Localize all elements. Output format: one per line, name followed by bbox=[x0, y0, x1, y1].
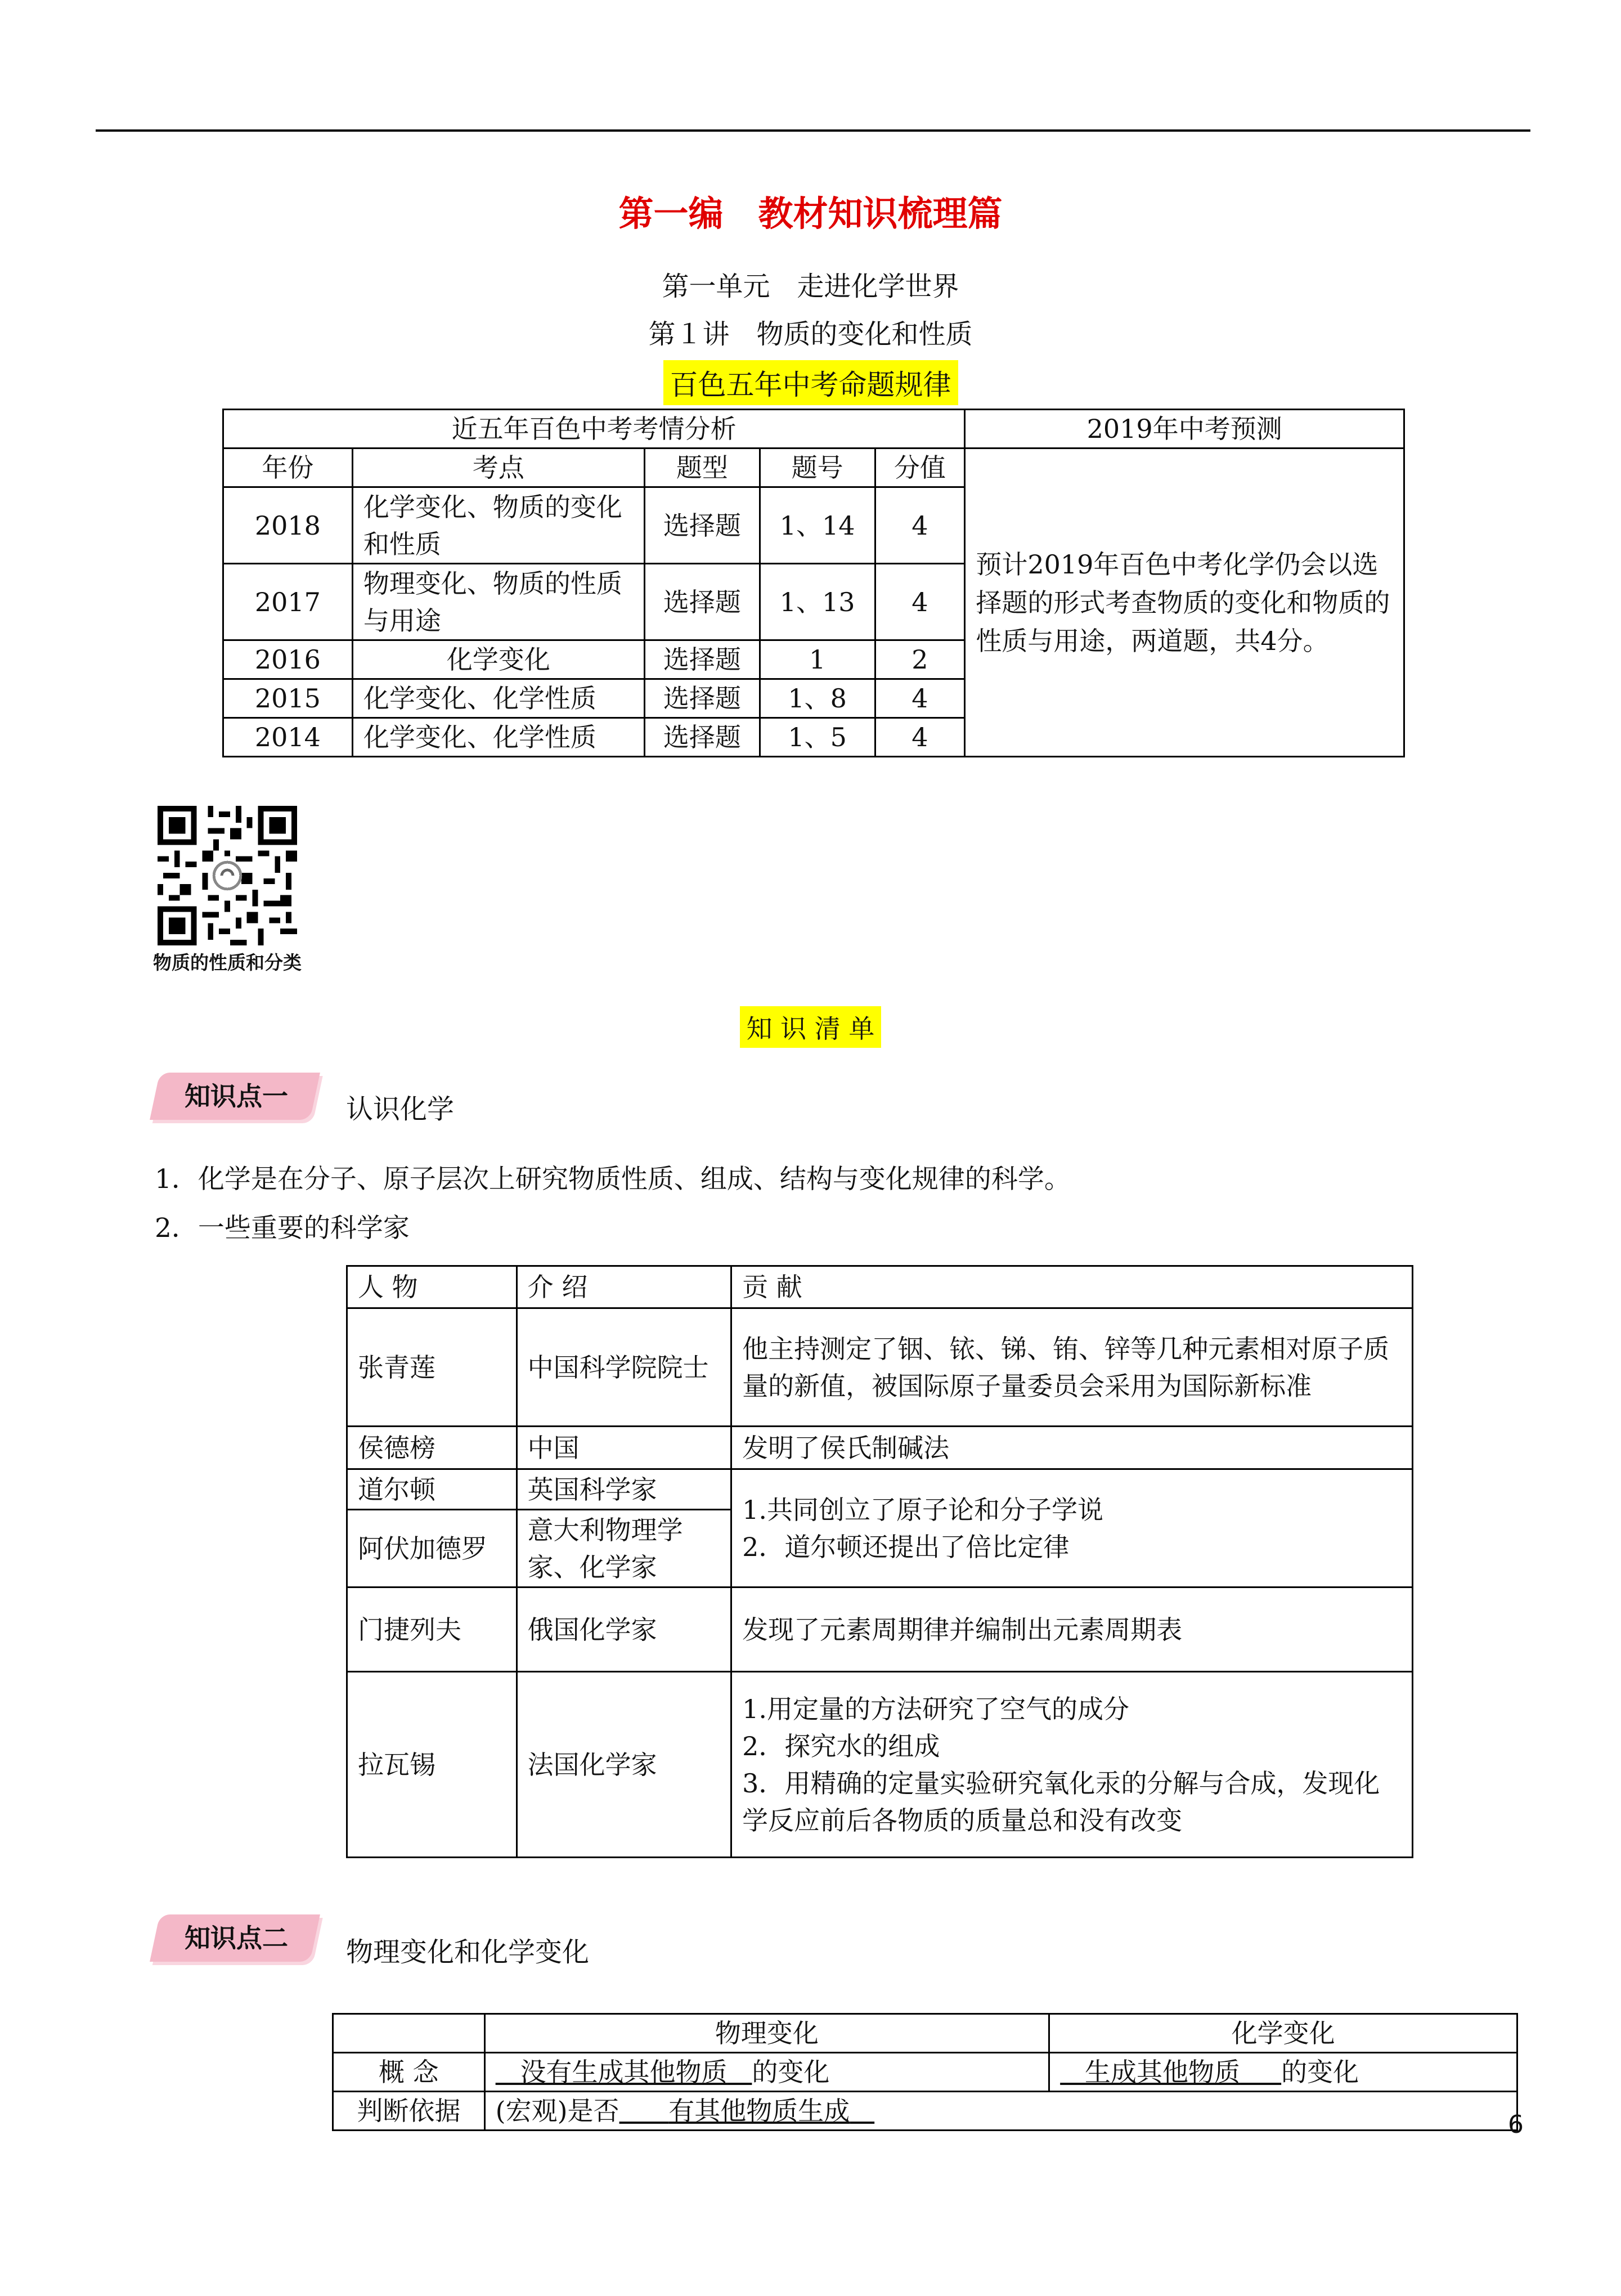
top-rule bbox=[96, 129, 1530, 132]
scientists-table bbox=[346, 1265, 1413, 1858]
contrib-line: 3．用精确的定量实验研究氧化汞的分解与合成，发现化学反应前后各物质的质量总和没有改变 bbox=[742, 1768, 1380, 1836]
cell-type: 选择题 bbox=[644, 718, 760, 757]
point1-title: 认识化学 bbox=[346, 1093, 455, 1125]
change-table bbox=[332, 2013, 1518, 2131]
exam-analysis-table bbox=[222, 409, 1405, 757]
basis-fill: 有其他物质生成 bbox=[668, 2096, 850, 2126]
cell-score: 4 bbox=[875, 487, 965, 564]
point1-item1: 1．化学是在分子、原子层次上研究物质性质、组成、结构与变化规律的科学。 bbox=[155, 1164, 1071, 1195]
cell-number: 1、5 bbox=[760, 718, 875, 757]
table-row bbox=[347, 1427, 1413, 1469]
cell-intro: 英国科学家 bbox=[517, 1469, 731, 1510]
col-topic: 考点 bbox=[352, 449, 644, 487]
concept-chemical bbox=[1049, 2053, 1517, 2092]
cell-name: 张青莲 bbox=[347, 1308, 517, 1427]
exam-banner-text: 百色五年中考命题规律 bbox=[663, 360, 958, 405]
concept-chemical-suffix: 的变化 bbox=[1281, 2057, 1359, 2087]
table-row bbox=[347, 1469, 1413, 1510]
cell-intro: 意大利物理学家、化学家 bbox=[517, 1510, 731, 1588]
forecast-text: 预计2019年百色中考化学仍会以选择题的形式考查物质的变化和物质的性质与用途，两道题，共4分。 bbox=[965, 449, 1404, 757]
cell-score: 4 bbox=[875, 564, 965, 640]
contrib-line: 2．探究水的组成 bbox=[742, 1730, 940, 1761]
basis-cell bbox=[484, 2092, 1517, 2131]
cell-intro: 俄国化学家 bbox=[517, 1588, 731, 1672]
unit-title: 第一单元 走进化学世界 bbox=[662, 271, 959, 302]
cell-topic: 化学变化、化学性质 bbox=[352, 718, 644, 757]
exam-banner bbox=[0, 360, 1621, 405]
cell-intro: 中国科学院院士 bbox=[517, 1308, 731, 1427]
col-contrib: 贡 献 bbox=[731, 1266, 1413, 1308]
cell-year: 2014 bbox=[223, 718, 353, 757]
cell-topic: 化学变化、化学性质 bbox=[352, 679, 644, 718]
point2-title: 物理变化和化学变化 bbox=[346, 1936, 590, 1968]
cell-year: 2018 bbox=[223, 487, 353, 564]
concept-physical bbox=[484, 2053, 1049, 2092]
cell-name: 门捷列夫 bbox=[347, 1588, 517, 1672]
qr-caption: 物质的性质和分类 bbox=[153, 952, 302, 974]
cell-contrib: 他主持测定了铟、铱、锑、铕、锌等几种元素相对原子质量的新值，被国际原子量委员会采用为国际新标准 bbox=[731, 1308, 1413, 1427]
concept-physical-fill: 没有生成其他物质 bbox=[520, 2057, 728, 2087]
knowledge-list-banner bbox=[0, 1006, 1621, 1048]
table-row bbox=[347, 1588, 1413, 1672]
analysis-header: 近五年百色中考考情分析 bbox=[223, 410, 965, 449]
point2-badge: 知识点二 bbox=[185, 1923, 288, 1953]
cell-contrib bbox=[731, 1469, 1413, 1588]
qr-code-icon[interactable] bbox=[158, 806, 297, 945]
page-number: 6 bbox=[1508, 2110, 1524, 2139]
cell-topic: 化学变化、物质的变化和性质 bbox=[352, 487, 644, 564]
basis-prefix: (宏观)是否 bbox=[495, 2096, 619, 2126]
cell-number: 1 bbox=[760, 640, 875, 679]
cell-type: 选择题 bbox=[644, 679, 760, 718]
point1-item2: 2．一些重要的科学家 bbox=[155, 1213, 410, 1244]
col-intro: 介 绍 bbox=[517, 1266, 731, 1308]
cell-number: 1、8 bbox=[760, 679, 875, 718]
col-physical: 物理变化 bbox=[484, 2014, 1049, 2053]
contrib-line: 1.共同创立了原子论和分子学说 bbox=[742, 1494, 1103, 1525]
basis-label: 判断依据 bbox=[333, 2092, 485, 2131]
cell-name: 拉瓦锡 bbox=[347, 1672, 517, 1858]
col-year: 年份 bbox=[223, 449, 353, 487]
cell-type: 选择题 bbox=[644, 487, 760, 564]
concept-label: 概 念 bbox=[333, 2053, 485, 2092]
point1-badge: 知识点一 bbox=[185, 1081, 288, 1111]
col-number: 题号 bbox=[760, 449, 875, 487]
col-score: 分值 bbox=[875, 449, 965, 487]
cell-type: 选择题 bbox=[644, 564, 760, 640]
knowledge-list-title: 知 识 清 单 bbox=[740, 1006, 882, 1048]
corner-cell bbox=[333, 2014, 485, 2053]
cell-intro: 法国化学家 bbox=[517, 1672, 731, 1858]
cell-year: 2015 bbox=[223, 679, 353, 718]
table-row bbox=[347, 1308, 1413, 1427]
table-row bbox=[347, 1672, 1413, 1858]
cell-year: 2016 bbox=[223, 640, 353, 679]
part-title: 第一编 教材知识梳理篇 bbox=[618, 193, 1003, 234]
col-chemical: 化学变化 bbox=[1049, 2014, 1517, 2053]
concept-chemical-fill: 生成其他物质 bbox=[1085, 2057, 1241, 2087]
cell-name: 阿伏加德罗 bbox=[347, 1510, 517, 1588]
cell-number: 1、13 bbox=[760, 564, 875, 640]
col-type: 题型 bbox=[644, 449, 760, 487]
cell-number: 1、14 bbox=[760, 487, 875, 564]
cell-contrib: 发明了侯氏制碱法 bbox=[731, 1427, 1413, 1469]
cell-topic: 物理变化、物质的性质与用途 bbox=[352, 564, 644, 640]
cell-contrib bbox=[731, 1672, 1413, 1858]
cell-name: 侯德榜 bbox=[347, 1427, 517, 1469]
cell-name: 道尔顿 bbox=[347, 1469, 517, 1510]
col-person: 人 物 bbox=[347, 1266, 517, 1308]
contrib-line: 1.用定量的方法研究了空气的成分 bbox=[742, 1693, 1129, 1724]
cell-score: 2 bbox=[875, 640, 965, 679]
forecast-header: 2019年中考预测 bbox=[965, 410, 1404, 449]
cell-contrib: 发现了元素周期律并编制出元素周期表 bbox=[731, 1588, 1413, 1672]
cell-topic: 化学变化 bbox=[352, 640, 644, 679]
concept-physical-suffix: 的变化 bbox=[752, 2057, 830, 2087]
lecture-title: 第１讲 物质的变化和性质 bbox=[648, 319, 973, 350]
contrib-line: 2．道尔顿还提出了倍比定律 bbox=[742, 1531, 1070, 1562]
cell-score: 4 bbox=[875, 718, 965, 757]
cell-year: 2017 bbox=[223, 564, 353, 640]
cell-type: 选择题 bbox=[644, 640, 760, 679]
cell-intro: 中国 bbox=[517, 1427, 731, 1469]
cell-score: 4 bbox=[875, 679, 965, 718]
